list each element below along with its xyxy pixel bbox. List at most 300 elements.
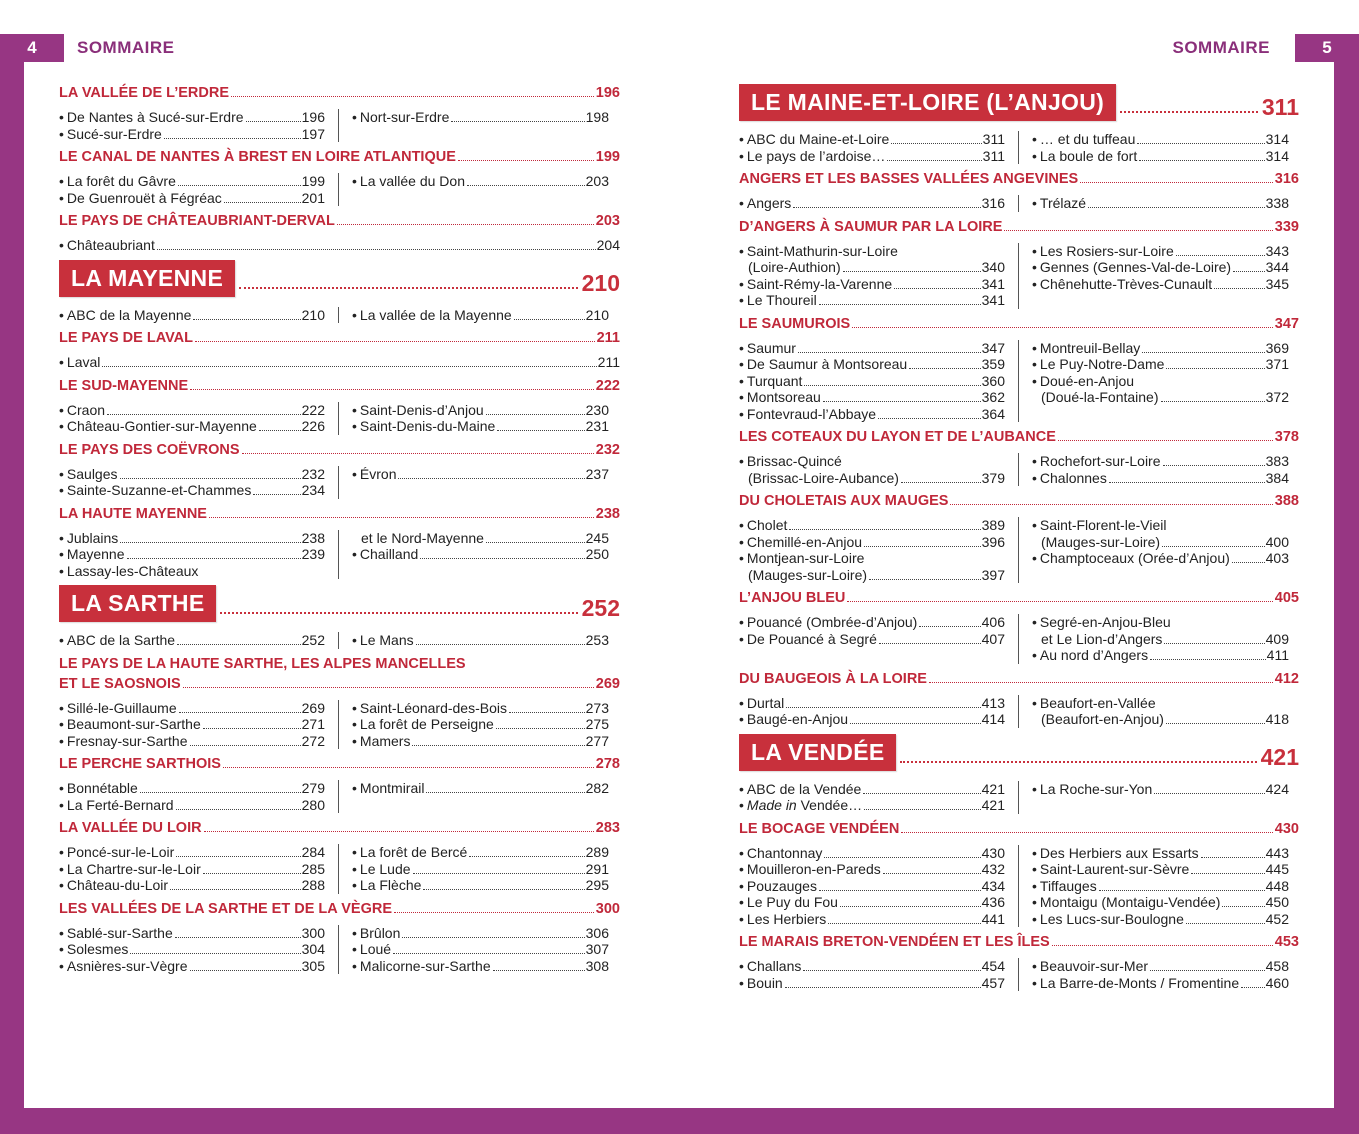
toc-entry[interactable] <box>352 877 609 894</box>
toc-entry[interactable] <box>59 173 325 190</box>
entry-title: Saint-Denis-d’Anjou <box>359 401 484 418</box>
toc-entry[interactable] <box>1032 958 1289 975</box>
entry-title: Nort-sur-Erdre <box>359 109 450 125</box>
dot-leader <box>883 873 981 874</box>
entry-title: Les Rosiers-sur-Loire <box>1039 242 1174 259</box>
entry-title: Rochefort-sur-Loire <box>1039 453 1161 469</box>
bullet-icon: • <box>739 844 744 861</box>
toc-entry[interactable] <box>739 259 1005 276</box>
toc-entry[interactable] <box>352 546 609 563</box>
entries-column-right <box>352 307 609 324</box>
toc-entry[interactable] <box>739 711 1005 728</box>
entry-title: Angers <box>746 195 792 211</box>
toc-entry[interactable] <box>1032 259 1289 276</box>
toc-entry[interactable] <box>59 632 325 649</box>
toc-entry[interactable] <box>352 307 609 324</box>
dot-leader <box>120 542 300 543</box>
section-heading[interactable] <box>59 505 620 523</box>
bullet-icon: • <box>739 614 744 630</box>
bullet-icon: • <box>59 632 64 648</box>
entry-page-number: 285 <box>301 860 325 877</box>
toc-entry[interactable] <box>352 733 609 750</box>
toc-entry[interactable] <box>1032 878 1289 895</box>
entry-page-number: 411 <box>1266 647 1289 663</box>
toc-entry[interactable] <box>352 861 609 878</box>
toc-entry[interactable] <box>59 418 325 435</box>
toc-entry[interactable] <box>59 797 325 814</box>
entry-title: Bouin <box>746 974 783 991</box>
entry-page-number: 397 <box>981 566 1005 583</box>
toc-entry[interactable] <box>739 373 1005 390</box>
entry-page-number: 341 <box>981 275 1005 292</box>
section-page-number: 232 <box>595 441 620 458</box>
toc-entry[interactable] <box>352 716 609 733</box>
toc-entry[interactable] <box>739 911 1005 928</box>
dot-leader <box>190 745 301 746</box>
dot-leader <box>509 712 585 713</box>
toc-entry[interactable] <box>352 530 609 547</box>
toc-entry[interactable] <box>1032 243 1289 260</box>
toc-entry[interactable] <box>1032 711 1289 728</box>
entry-title: Montmirail <box>359 780 425 796</box>
dot-leader <box>426 792 584 793</box>
dot-leader <box>863 793 980 794</box>
entry-page-number: 407 <box>981 630 1005 647</box>
entries-column-right <box>1032 614 1289 664</box>
section-heading[interactable] <box>739 170 1299 188</box>
bullet-icon: • <box>1032 453 1037 469</box>
bullet-icon: • <box>1032 147 1037 164</box>
toc-entry[interactable] <box>739 356 1005 373</box>
entry-page-number: 305 <box>301 957 325 974</box>
toc-entry[interactable] <box>59 700 325 717</box>
toc-entry[interactable] <box>739 470 1005 487</box>
section-heading[interactable] <box>739 218 1299 236</box>
toc-entry[interactable] <box>59 482 325 499</box>
toc-entry[interactable] <box>59 402 325 419</box>
toc-entry[interactable] <box>59 925 325 942</box>
dot-leader <box>246 121 301 122</box>
section-heading[interactable] <box>59 900 620 918</box>
dot-leader <box>1080 182 1273 183</box>
toc-entry[interactable] <box>739 695 1005 712</box>
entry-title: Cholet <box>746 517 788 533</box>
dot-leader <box>224 202 301 203</box>
entry-page-number: 231 <box>585 418 609 434</box>
entry-title: Beauvoir-sur-Mer <box>1039 958 1149 974</box>
entries-column-right <box>352 402 609 435</box>
entry-page-number: 289 <box>585 844 609 860</box>
bullet-icon: • <box>352 860 357 877</box>
entry-title: La forêt de Bercé <box>359 844 468 860</box>
bullet-icon: • <box>59 562 64 579</box>
entry-title: Saumur <box>746 339 796 356</box>
toc-entry[interactable] <box>739 878 1005 895</box>
bullet-icon: • <box>1032 877 1037 894</box>
entry-title: La Flèche <box>359 877 422 893</box>
toc-entry[interactable] <box>739 567 1005 584</box>
toc-entry[interactable] <box>739 276 1005 293</box>
toc-entry[interactable] <box>1032 861 1289 878</box>
toc-entry[interactable] <box>1032 470 1289 487</box>
entries-column-right <box>352 925 609 975</box>
bullet-icon: • <box>1032 974 1037 991</box>
section-heading[interactable] <box>739 670 1299 688</box>
dot-leader <box>1142 352 1264 353</box>
dot-leader <box>1088 207 1265 208</box>
entry-title: Doué-en-Anjou <box>1039 372 1135 389</box>
entry-title: Champtoceaux (Orée-d’Anjou) <box>1039 550 1230 566</box>
bullet-icon: • <box>1032 647 1037 663</box>
dot-leader <box>887 160 981 161</box>
entry-title: Au nord d’Angers <box>1039 647 1149 663</box>
toc-entry[interactable] <box>59 546 325 563</box>
entries-column <box>59 237 620 254</box>
dot-leader <box>1161 401 1265 402</box>
toc-entry[interactable] <box>1032 195 1289 212</box>
entry-title: et le Nord-Mayenne <box>361 529 484 546</box>
dot-leader <box>1109 482 1265 483</box>
toc-entry[interactable] <box>739 958 1005 975</box>
entry-title: Les Lucs-sur-Boulogne <box>1039 910 1184 927</box>
dot-leader <box>497 430 584 431</box>
toc-entry[interactable] <box>739 534 1005 551</box>
toc-entry[interactable] <box>59 237 620 254</box>
entry-title: (Mauges-sur-Loire) <box>1041 533 1161 550</box>
entry-title: De Nantes à Sucé-sur-Erdre <box>66 109 244 125</box>
toc-entry[interactable] <box>59 877 325 894</box>
toc-entry[interactable] <box>739 975 1005 992</box>
entry-page-number: 222 <box>301 401 325 418</box>
section-heading[interactable] <box>59 441 620 459</box>
dot-leader <box>1137 143 1264 144</box>
dot-leader <box>786 707 980 708</box>
toc-entry[interactable] <box>1032 148 1289 165</box>
toc-entry[interactable] <box>739 631 1005 648</box>
entry-title: Loué <box>359 941 392 957</box>
entry-page-number: 271 <box>301 716 325 732</box>
section-heading[interactable] <box>59 212 620 230</box>
entries-column-right <box>1032 195 1289 212</box>
section-page-number: 300 <box>595 900 620 917</box>
section-heading[interactable] <box>739 492 1299 510</box>
toc-entry[interactable] <box>739 550 1005 567</box>
dot-leader <box>412 745 584 746</box>
section-page-number: 453 <box>1274 934 1299 950</box>
entries-column-left <box>739 958 1019 991</box>
toc-entry[interactable] <box>352 780 609 797</box>
toc-entry[interactable] <box>1032 647 1289 664</box>
chapter-heading[interactable] <box>59 585 620 622</box>
bullet-icon: • <box>739 550 744 566</box>
toc-entry[interactable] <box>59 861 325 878</box>
chapter-page-number: 252 <box>581 595 620 621</box>
bullet-icon: • <box>739 533 744 550</box>
entries-column-left <box>739 695 1019 728</box>
toc-entry[interactable] <box>739 845 1005 862</box>
toc-entry[interactable] <box>739 340 1005 357</box>
toc-entry[interactable] <box>59 941 325 958</box>
section-heading[interactable] <box>59 329 620 347</box>
section-heading[interactable] <box>59 84 620 102</box>
toc-entry[interactable] <box>1032 517 1289 534</box>
entry-title: La forêt du Gâvre <box>66 173 176 189</box>
toc-entry[interactable] <box>59 307 325 324</box>
entry-page-number: 203 <box>585 173 609 189</box>
toc-entries <box>59 237 620 254</box>
section-heading[interactable] <box>59 675 620 693</box>
toc-entry[interactable] <box>352 958 609 975</box>
entry-page-number: 250 <box>585 546 609 562</box>
chapter-banner: LA VENDÉE <box>739 734 896 771</box>
bullet-icon: • <box>352 716 357 732</box>
section-heading[interactable] <box>59 755 620 773</box>
toc-entries <box>59 530 620 580</box>
entry-page-number: 252 <box>301 632 325 648</box>
entry-title: Segré-en-Anjou-Bleu <box>1039 614 1171 630</box>
dot-leader <box>176 809 301 810</box>
toc-entry[interactable] <box>59 780 325 797</box>
entry-page-number: 421 <box>981 780 1005 797</box>
section-title: LE SUD-MAYENNE <box>59 377 189 394</box>
toc-entry[interactable] <box>59 958 325 975</box>
entry-page-number: 197 <box>301 125 325 142</box>
entry-page-number: 282 <box>585 780 609 796</box>
entry-title: La vallée du Don <box>359 173 465 189</box>
section-heading[interactable] <box>739 315 1299 333</box>
toc-entry[interactable] <box>739 148 1005 165</box>
toc-entry[interactable] <box>352 632 609 649</box>
entry-title: Château-du-Loir <box>66 877 169 893</box>
entries-column-right <box>352 780 609 813</box>
toc-entry[interactable] <box>1032 453 1289 470</box>
bullet-icon: • <box>1032 894 1037 910</box>
toc-entry[interactable] <box>1032 550 1289 567</box>
toc-entry[interactable] <box>59 109 325 126</box>
entry-title: Poncé-sur-le-Loir <box>66 844 175 860</box>
entry-page-number: 340 <box>981 259 1005 275</box>
section-heading[interactable] <box>59 377 620 395</box>
dot-leader <box>183 687 594 688</box>
dot-leader <box>901 832 1272 833</box>
bullet-icon: • <box>59 796 64 813</box>
entry-page-number: 450 <box>1265 894 1289 910</box>
entry-title: Le Puy du Fou <box>746 894 838 910</box>
toc-entry[interactable] <box>739 389 1005 406</box>
entry-title: Vendée… <box>800 797 863 813</box>
dot-leader <box>209 517 594 518</box>
toc-entry[interactable] <box>352 925 609 942</box>
bullet-icon: • <box>739 958 744 974</box>
toc-entry[interactable] <box>739 406 1005 423</box>
toc-entry[interactable] <box>739 131 1005 148</box>
section-title: LA VALLÉE DU LOIR <box>59 820 202 836</box>
dot-leader <box>900 760 1256 763</box>
section-page-number: 269 <box>595 675 620 692</box>
entry-page-number: 316 <box>981 195 1005 211</box>
toc-entry[interactable] <box>352 402 609 419</box>
toc-entry[interactable] <box>1032 845 1289 862</box>
dot-leader <box>1214 288 1264 289</box>
toc-entries <box>739 614 1299 664</box>
entry-title: Solesmes <box>66 941 129 957</box>
entry-page-number: 280 <box>301 796 325 813</box>
dot-leader <box>164 138 301 139</box>
toc-entry[interactable] <box>59 126 325 143</box>
toc-entry[interactable] <box>1032 356 1289 373</box>
entry-page-number: 443 <box>1265 844 1289 861</box>
entries-column-right <box>352 632 609 649</box>
section-heading[interactable] <box>739 820 1299 838</box>
bullet-icon: • <box>739 861 744 877</box>
bullet-icon: • <box>352 632 357 648</box>
entry-page-number: 421 <box>981 797 1005 813</box>
toc-entry[interactable] <box>739 861 1005 878</box>
toc-entry[interactable] <box>352 941 609 958</box>
section-heading[interactable] <box>739 428 1299 446</box>
dot-leader <box>1058 440 1273 441</box>
bullet-icon: • <box>739 453 744 469</box>
toc-entry[interactable] <box>739 292 1005 309</box>
toc-entry[interactable] <box>739 894 1005 911</box>
bullet-icon: • <box>739 910 744 927</box>
toc-entry[interactable] <box>59 563 325 580</box>
entry-title: Laval <box>66 354 101 370</box>
section-heading[interactable] <box>739 589 1299 607</box>
toc-entry[interactable] <box>1032 695 1289 712</box>
toc-entry[interactable] <box>352 466 609 483</box>
entry-page-number: 226 <box>301 418 325 434</box>
toc-entry[interactable] <box>739 453 1005 470</box>
toc-entry[interactable] <box>59 716 325 733</box>
section-title: L’ANJOU BLEU <box>739 590 846 606</box>
toc-entry[interactable] <box>352 109 609 126</box>
dot-leader <box>1150 659 1266 660</box>
toc-entry[interactable] <box>1032 340 1289 357</box>
toc-entry[interactable] <box>1032 631 1289 648</box>
dot-leader <box>157 249 596 250</box>
dot-leader <box>420 558 584 559</box>
entry-page-number: 238 <box>301 529 325 546</box>
dot-leader <box>496 728 585 729</box>
entry-title: Mouilleron-en-Pareds <box>746 861 881 877</box>
entry-title: Châteaubriant <box>66 237 155 253</box>
entry-title: Malicorne-sur-Sarthe <box>359 957 491 974</box>
entry-page-number: 204 <box>596 237 620 253</box>
section-heading[interactable] <box>59 148 620 166</box>
toc-entry[interactable] <box>1032 131 1289 148</box>
entry-page-number: 413 <box>981 694 1005 711</box>
toc-entry[interactable] <box>739 517 1005 534</box>
dot-leader <box>398 478 584 479</box>
dot-leader <box>179 712 301 713</box>
entries-column-left <box>739 453 1019 486</box>
entry-page-number: 277 <box>585 732 609 749</box>
entry-title: La Chartre-sur-le-Loir <box>66 860 201 877</box>
toc-entry[interactable] <box>59 733 325 750</box>
dot-leader <box>878 418 981 419</box>
toc-entry[interactable] <box>739 781 1005 798</box>
toc-entry[interactable] <box>59 530 325 547</box>
entries-column-left <box>59 530 339 580</box>
section-title: LE BOCAGE VENDÉEN <box>739 820 900 837</box>
toc-entry[interactable] <box>1032 614 1289 631</box>
section-heading[interactable] <box>59 819 620 837</box>
bullet-icon: • <box>352 173 357 189</box>
toc-entry[interactable] <box>1032 389 1289 406</box>
toc-entry[interactable] <box>1032 373 1289 390</box>
dot-leader <box>828 923 980 924</box>
toc-entry[interactable] <box>1032 781 1289 798</box>
toc-entries <box>59 780 620 813</box>
section-title-line1[interactable]: LE PAYS DE LA HAUTE SARTHE, LES ALPES MANCELLES <box>59 655 466 672</box>
bullet-icon: • <box>739 389 744 405</box>
toc-page-left <box>59 78 620 980</box>
entry-title: Les Herbiers <box>746 910 827 927</box>
toc-entry[interactable] <box>1032 534 1289 551</box>
entries-column-right <box>1032 453 1289 486</box>
bullet-icon: • <box>59 173 64 189</box>
toc-entry[interactable] <box>59 190 325 207</box>
entry-page-number: 445 <box>1265 861 1289 877</box>
dot-leader <box>204 831 594 832</box>
entry-page-number: 272 <box>301 732 325 749</box>
toc-entry[interactable] <box>739 797 1005 814</box>
entry-page-number: 434 <box>981 877 1005 894</box>
bullet-icon: • <box>739 195 744 211</box>
entries-column-right <box>1032 781 1289 814</box>
toc-entry[interactable] <box>739 614 1005 631</box>
toc-entry[interactable] <box>1032 276 1289 293</box>
section-page-number: 347 <box>1274 315 1299 332</box>
bullet-icon: • <box>1032 958 1037 974</box>
toc-entry[interactable] <box>59 354 620 371</box>
toc-entry[interactable] <box>1032 894 1289 911</box>
bullet-icon: • <box>59 109 64 125</box>
entry-page-number: 454 <box>981 958 1005 974</box>
toc-entry[interactable] <box>59 844 325 861</box>
toc-entry[interactable] <box>1032 911 1289 928</box>
chapter-heading[interactable] <box>739 84 1299 121</box>
entries-column-left <box>739 340 1019 423</box>
bullet-icon: • <box>59 482 64 498</box>
bullet-icon: • <box>739 630 744 647</box>
toc-entry[interactable] <box>352 173 609 190</box>
dot-leader <box>823 401 981 402</box>
entry-page-number: 196 <box>301 109 325 125</box>
toc-entry[interactable] <box>352 700 609 717</box>
entry-title: ABC de la Mayenne <box>66 306 192 323</box>
bullet-icon: • <box>59 354 64 370</box>
entry-title: (Doué-la-Fontaine) <box>1041 389 1159 405</box>
bullet-icon: • <box>739 147 744 164</box>
entries-column-right <box>352 173 609 206</box>
toc-entry[interactable] <box>59 466 325 483</box>
entry-page-number: 345 <box>1265 275 1289 292</box>
entry-title: Montaigu (Montaigu-Vendée) <box>1039 894 1221 910</box>
toc-entry[interactable] <box>1032 975 1289 992</box>
toc-entries <box>59 354 620 371</box>
entry-page-number: 409 <box>1265 630 1289 647</box>
toc-entry[interactable] <box>352 844 609 861</box>
chapter-heading[interactable] <box>59 260 620 297</box>
section-heading[interactable] <box>739 933 1299 951</box>
entry-title: Sucé-sur-Erdre <box>66 125 162 142</box>
toc-entry[interactable] <box>739 195 1005 212</box>
toc-entry[interactable] <box>739 243 1005 260</box>
chapter-heading[interactable] <box>739 734 1299 771</box>
toc-entry[interactable] <box>352 418 609 435</box>
